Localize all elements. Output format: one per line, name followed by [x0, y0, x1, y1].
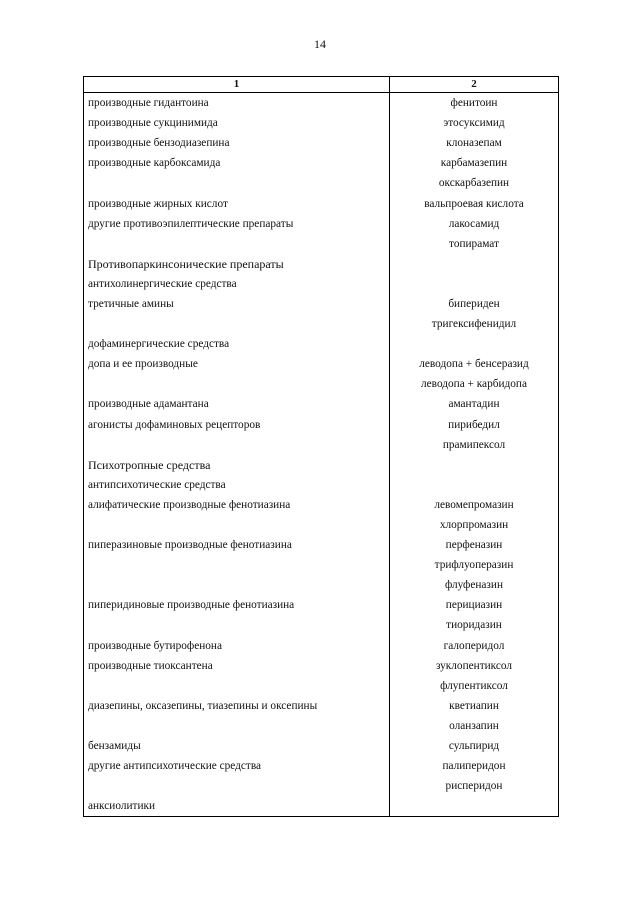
table-row: [84, 274, 559, 294]
table-row: [84, 615, 559, 635]
table-row: [84, 394, 559, 414]
drug-cell: леводопа + бенсеразид: [390, 354, 559, 374]
table-row: [84, 153, 559, 173]
drug-cell: левомепромазин: [390, 495, 559, 515]
drug-cell: топирамат: [390, 234, 559, 254]
drug-cell: прамипексол: [390, 435, 559, 455]
drug-cell: флупентиксол: [390, 676, 559, 696]
page-number: 14: [314, 37, 326, 51]
group-cell: антихолинергические средства: [84, 274, 390, 294]
group-cell: производные бутирофенона: [84, 636, 390, 656]
group-cell: пиперидиновые производные фенотиазина: [84, 595, 390, 615]
group-cell: производные гидантоина: [84, 93, 390, 114]
table-row: [84, 214, 559, 234]
table-row: [84, 495, 559, 515]
drug-cell: тиоридазин: [390, 615, 559, 635]
table-row: [84, 515, 559, 535]
drug-cell: зуклопентиксол: [390, 656, 559, 676]
group-cell: [84, 676, 390, 696]
column-header-1: 1: [84, 77, 390, 93]
group-cell: другие антипсихотические средства: [84, 756, 390, 776]
table-row: [84, 254, 559, 274]
group-cell: антипсихотические средства: [84, 475, 390, 495]
table-header-row: [84, 77, 559, 93]
group-cell: дофаминергические средства: [84, 334, 390, 354]
table-row: [84, 575, 559, 595]
group-cell: производные бензодиазепина: [84, 133, 390, 153]
group-cell: [84, 776, 390, 796]
group-cell: [84, 435, 390, 455]
group-cell: производные сукцинимида: [84, 113, 390, 133]
group-cell: алифатические производные фенотиазина: [84, 495, 390, 515]
table-row: [84, 756, 559, 776]
drug-cell: [390, 475, 559, 495]
table-row: [84, 796, 559, 817]
table-row: [84, 455, 559, 475]
drug-cell: сульпирид: [390, 736, 559, 756]
drug-cell: окскарбазепин: [390, 173, 559, 193]
drug-cell: [390, 274, 559, 294]
drug-cell: галоперидол: [390, 636, 559, 656]
group-cell: бензамиды: [84, 736, 390, 756]
table-row: [84, 354, 559, 374]
drug-cell: кветиапин: [390, 696, 559, 716]
group-cell: анксиолитики: [84, 796, 390, 817]
group-cell: пиперазиновые производные фенотиазина: [84, 535, 390, 555]
table-row: [84, 595, 559, 615]
table-row: [84, 314, 559, 334]
drug-cell: [390, 455, 559, 475]
table-row: [84, 776, 559, 796]
drug-table: [83, 76, 559, 817]
drug-cell: хлорпромазин: [390, 515, 559, 535]
group-cell: третичные амины: [84, 294, 390, 314]
drug-cell: пирибедил: [390, 415, 559, 435]
table-row: [84, 535, 559, 555]
table-row: [84, 334, 559, 354]
table-row: [84, 736, 559, 756]
drug-cell: вальпроевая кислота: [390, 193, 559, 213]
drug-cell: оланзапин: [390, 716, 559, 736]
table-row: [84, 374, 559, 394]
group-cell: [84, 234, 390, 254]
drug-cell: тригексифенидил: [390, 314, 559, 334]
drug-cell: перфеназин: [390, 535, 559, 555]
group-cell: [84, 314, 390, 334]
drug-cell: амантадин: [390, 394, 559, 414]
group-cell: [84, 173, 390, 193]
table-row: [84, 435, 559, 455]
drug-cell: [390, 796, 559, 817]
table-row: [84, 234, 559, 254]
table-row: [84, 696, 559, 716]
drug-cell: перициазин: [390, 595, 559, 615]
group-cell: [84, 374, 390, 394]
group-cell: [84, 575, 390, 595]
drug-cell: этосуксимид: [390, 113, 559, 133]
table-row: [84, 716, 559, 736]
group-cell: производные карбоксамида: [84, 153, 390, 173]
drug-cell: флуфеназин: [390, 575, 559, 595]
group-cell: допа и ее производные: [84, 354, 390, 374]
table-row: [84, 555, 559, 575]
drug-cell: палиперидон: [390, 756, 559, 776]
group-cell: диазепины, оксазепины, тиазепины и оксепины: [84, 696, 390, 716]
group-cell: агонисты дофаминовых рецепторов: [84, 415, 390, 435]
table-row: [84, 294, 559, 314]
table-row: [84, 415, 559, 435]
table-body: [84, 93, 559, 817]
table-row: [84, 475, 559, 495]
group-cell: производные жирных кислот: [84, 193, 390, 213]
table-row: [84, 636, 559, 656]
drug-cell: леводопа + карбидопа: [390, 374, 559, 394]
group-cell: [84, 716, 390, 736]
drug-cell: клоназепам: [390, 133, 559, 153]
table-row: [84, 113, 559, 133]
drug-cell: бипериден: [390, 294, 559, 314]
drug-cell: трифлуоперазин: [390, 555, 559, 575]
group-cell: [84, 555, 390, 575]
group-cell: производные адамантана: [84, 394, 390, 414]
group-cell: Психотропные средства: [84, 455, 390, 475]
table-row: [84, 133, 559, 153]
table-row: [84, 656, 559, 676]
drug-cell: [390, 334, 559, 354]
table-row: [84, 676, 559, 696]
column-header-2: 2: [390, 77, 559, 93]
group-cell: Противопаркинсонические препараты: [84, 254, 390, 274]
drug-cell: [390, 254, 559, 274]
table-row: [84, 93, 559, 114]
drug-cell: карбамазепин: [390, 153, 559, 173]
drug-cell: лакосамид: [390, 214, 559, 234]
table-row: [84, 173, 559, 193]
group-cell: производные тиоксантена: [84, 656, 390, 676]
drug-cell: рисперидон: [390, 776, 559, 796]
group-cell: [84, 615, 390, 635]
group-cell: другие противоэпилептические препараты: [84, 214, 390, 234]
group-cell: [84, 515, 390, 535]
drug-cell: фенитоин: [390, 93, 559, 114]
table-row: [84, 193, 559, 213]
